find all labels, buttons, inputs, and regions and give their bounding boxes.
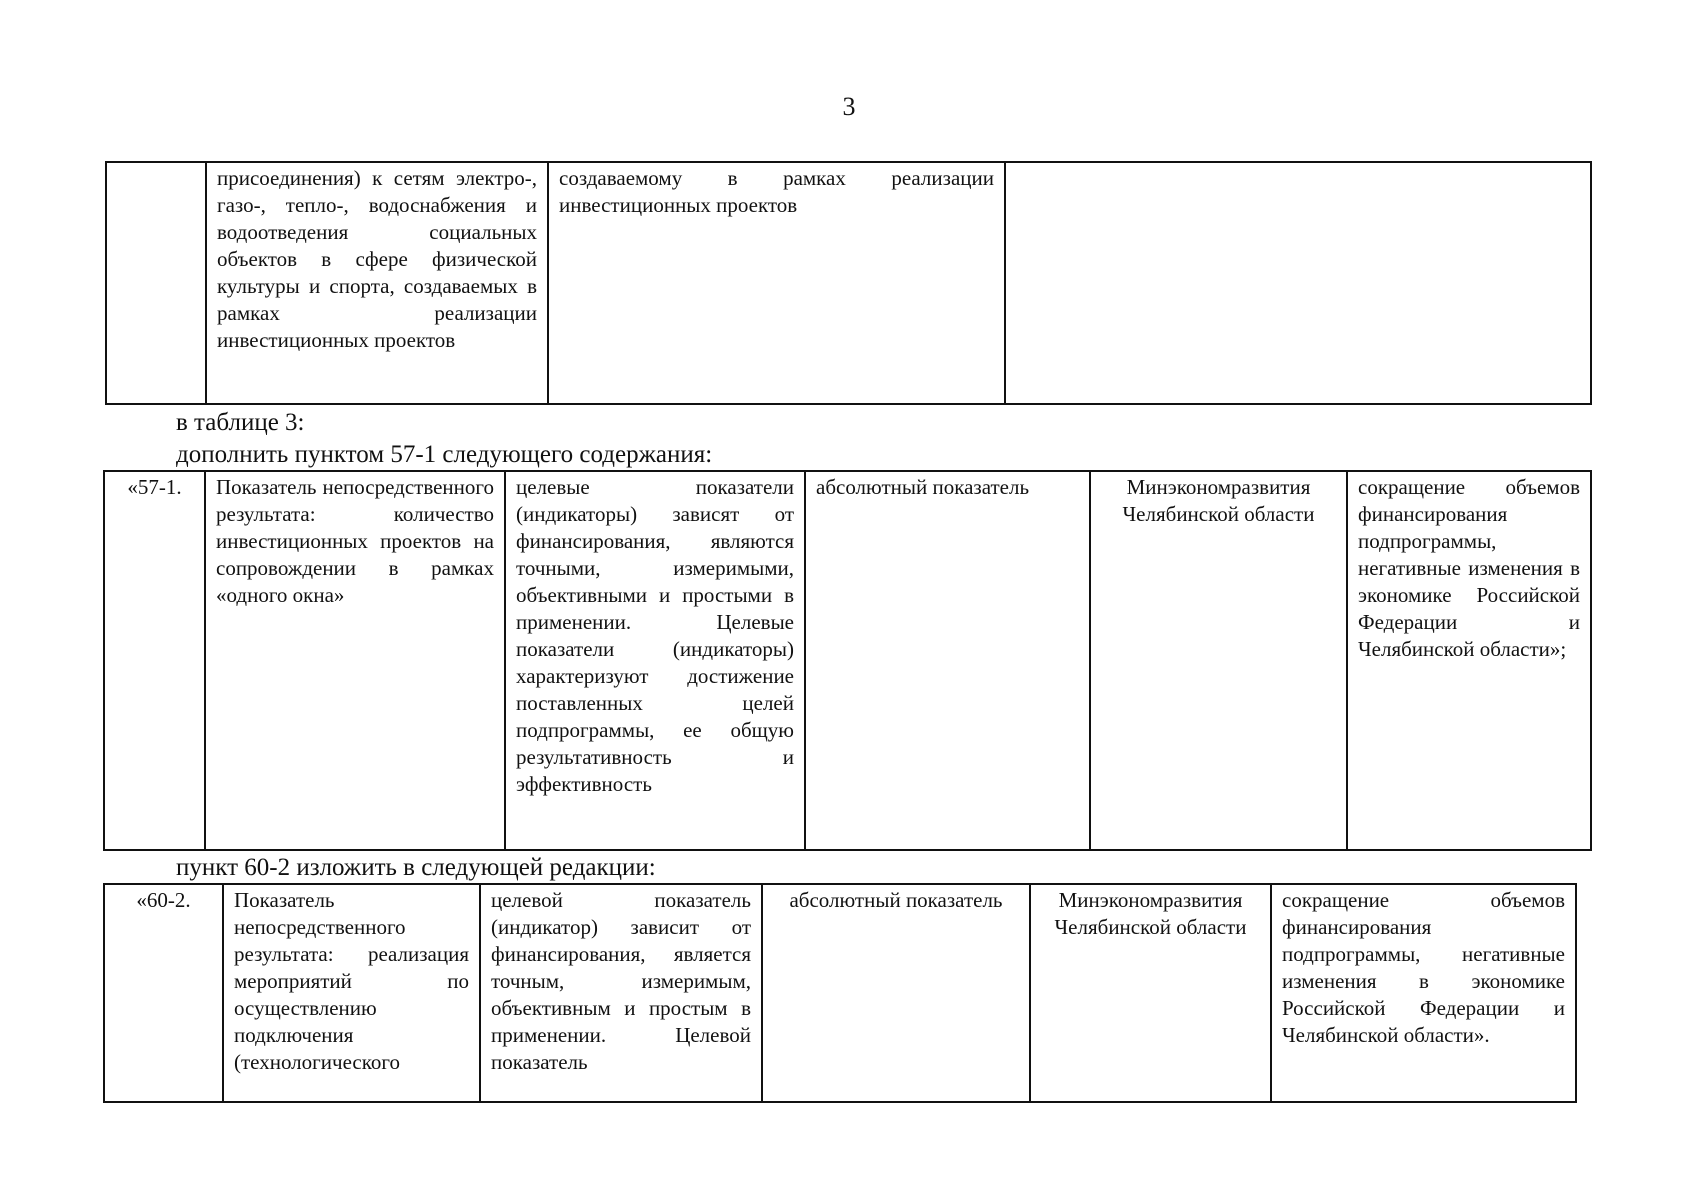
table-row — [106, 162, 1591, 404]
cell-description — [480, 884, 762, 1102]
cell-name: Показатель непосредственного результата: количество инвестиционных проектов на сопровождении в рамках «одного окна» — [205, 471, 505, 850]
cell-description: создаваемому в рамках реализации инвестиционных проектов — [548, 162, 1005, 404]
cell-number: «60-2. — [104, 884, 223, 1102]
cell-type: абсолютный показатель — [762, 884, 1030, 1102]
table-item-57-1 — [103, 470, 1592, 851]
table-item-60-2 — [103, 883, 1577, 1103]
cell-agency: Минэкономразвития Челябинской области — [1030, 884, 1271, 1102]
cell-name: присоединения) к сетям электро-, газо-, тепло-, водоснабжения и водоотведения социальных объектов в сфере физической культуры и спорта, создаваемых в рамках реализации инвестиционных проектов — [206, 162, 548, 404]
cell-description-text: целевой показатель (индикатор) зависит от финансирования, является точным, измеримым, объективным и простым в применении. Целевой показатель — [491, 888, 751, 1074]
heading-add-item: дополнить пунктом 57-1 следующего содержания: — [176, 441, 713, 468]
table-continued — [105, 161, 1592, 405]
table-row — [104, 471, 1591, 850]
cell-name — [223, 884, 480, 1102]
cell-agency: Минэкономразвития Челябинской области — [1090, 471, 1347, 850]
table-row — [104, 884, 1576, 1102]
cell-description: целевые показатели (индикаторы) зависят от финансирования, являются точными, измеримыми, объективными и простыми в применении. Целевые показатели (индикаторы) характеризуют достижение поставленных целей подпрограммы, ее общую результативность и эффективность — [505, 471, 805, 850]
cell-type: абсолютный показатель — [805, 471, 1090, 850]
cell-risks: сокращение объемов финансирования подпрограммы, негативные изменения в экономике Российской Федерации и Челябинской области»; — [1347, 471, 1591, 850]
cell-risks: сокращение объемов финансирования подпрограммы, негативные изменения в экономике Российской Федерации и Челябинской области». — [1271, 884, 1576, 1102]
heading-item-60-2: пункт 60-2 изложить в следующей редакции: — [176, 854, 656, 881]
heading-table3: в таблице 3: — [176, 409, 305, 436]
cell-number — [106, 162, 206, 404]
cell-name-text: Показатель непосредственного результата: реализация мероприятий по осуществлению подключения (технологического — [234, 888, 469, 1074]
cell-number: «57-1. — [104, 471, 205, 850]
cell-empty — [1005, 162, 1591, 404]
page-number: 3 — [842, 92, 856, 121]
